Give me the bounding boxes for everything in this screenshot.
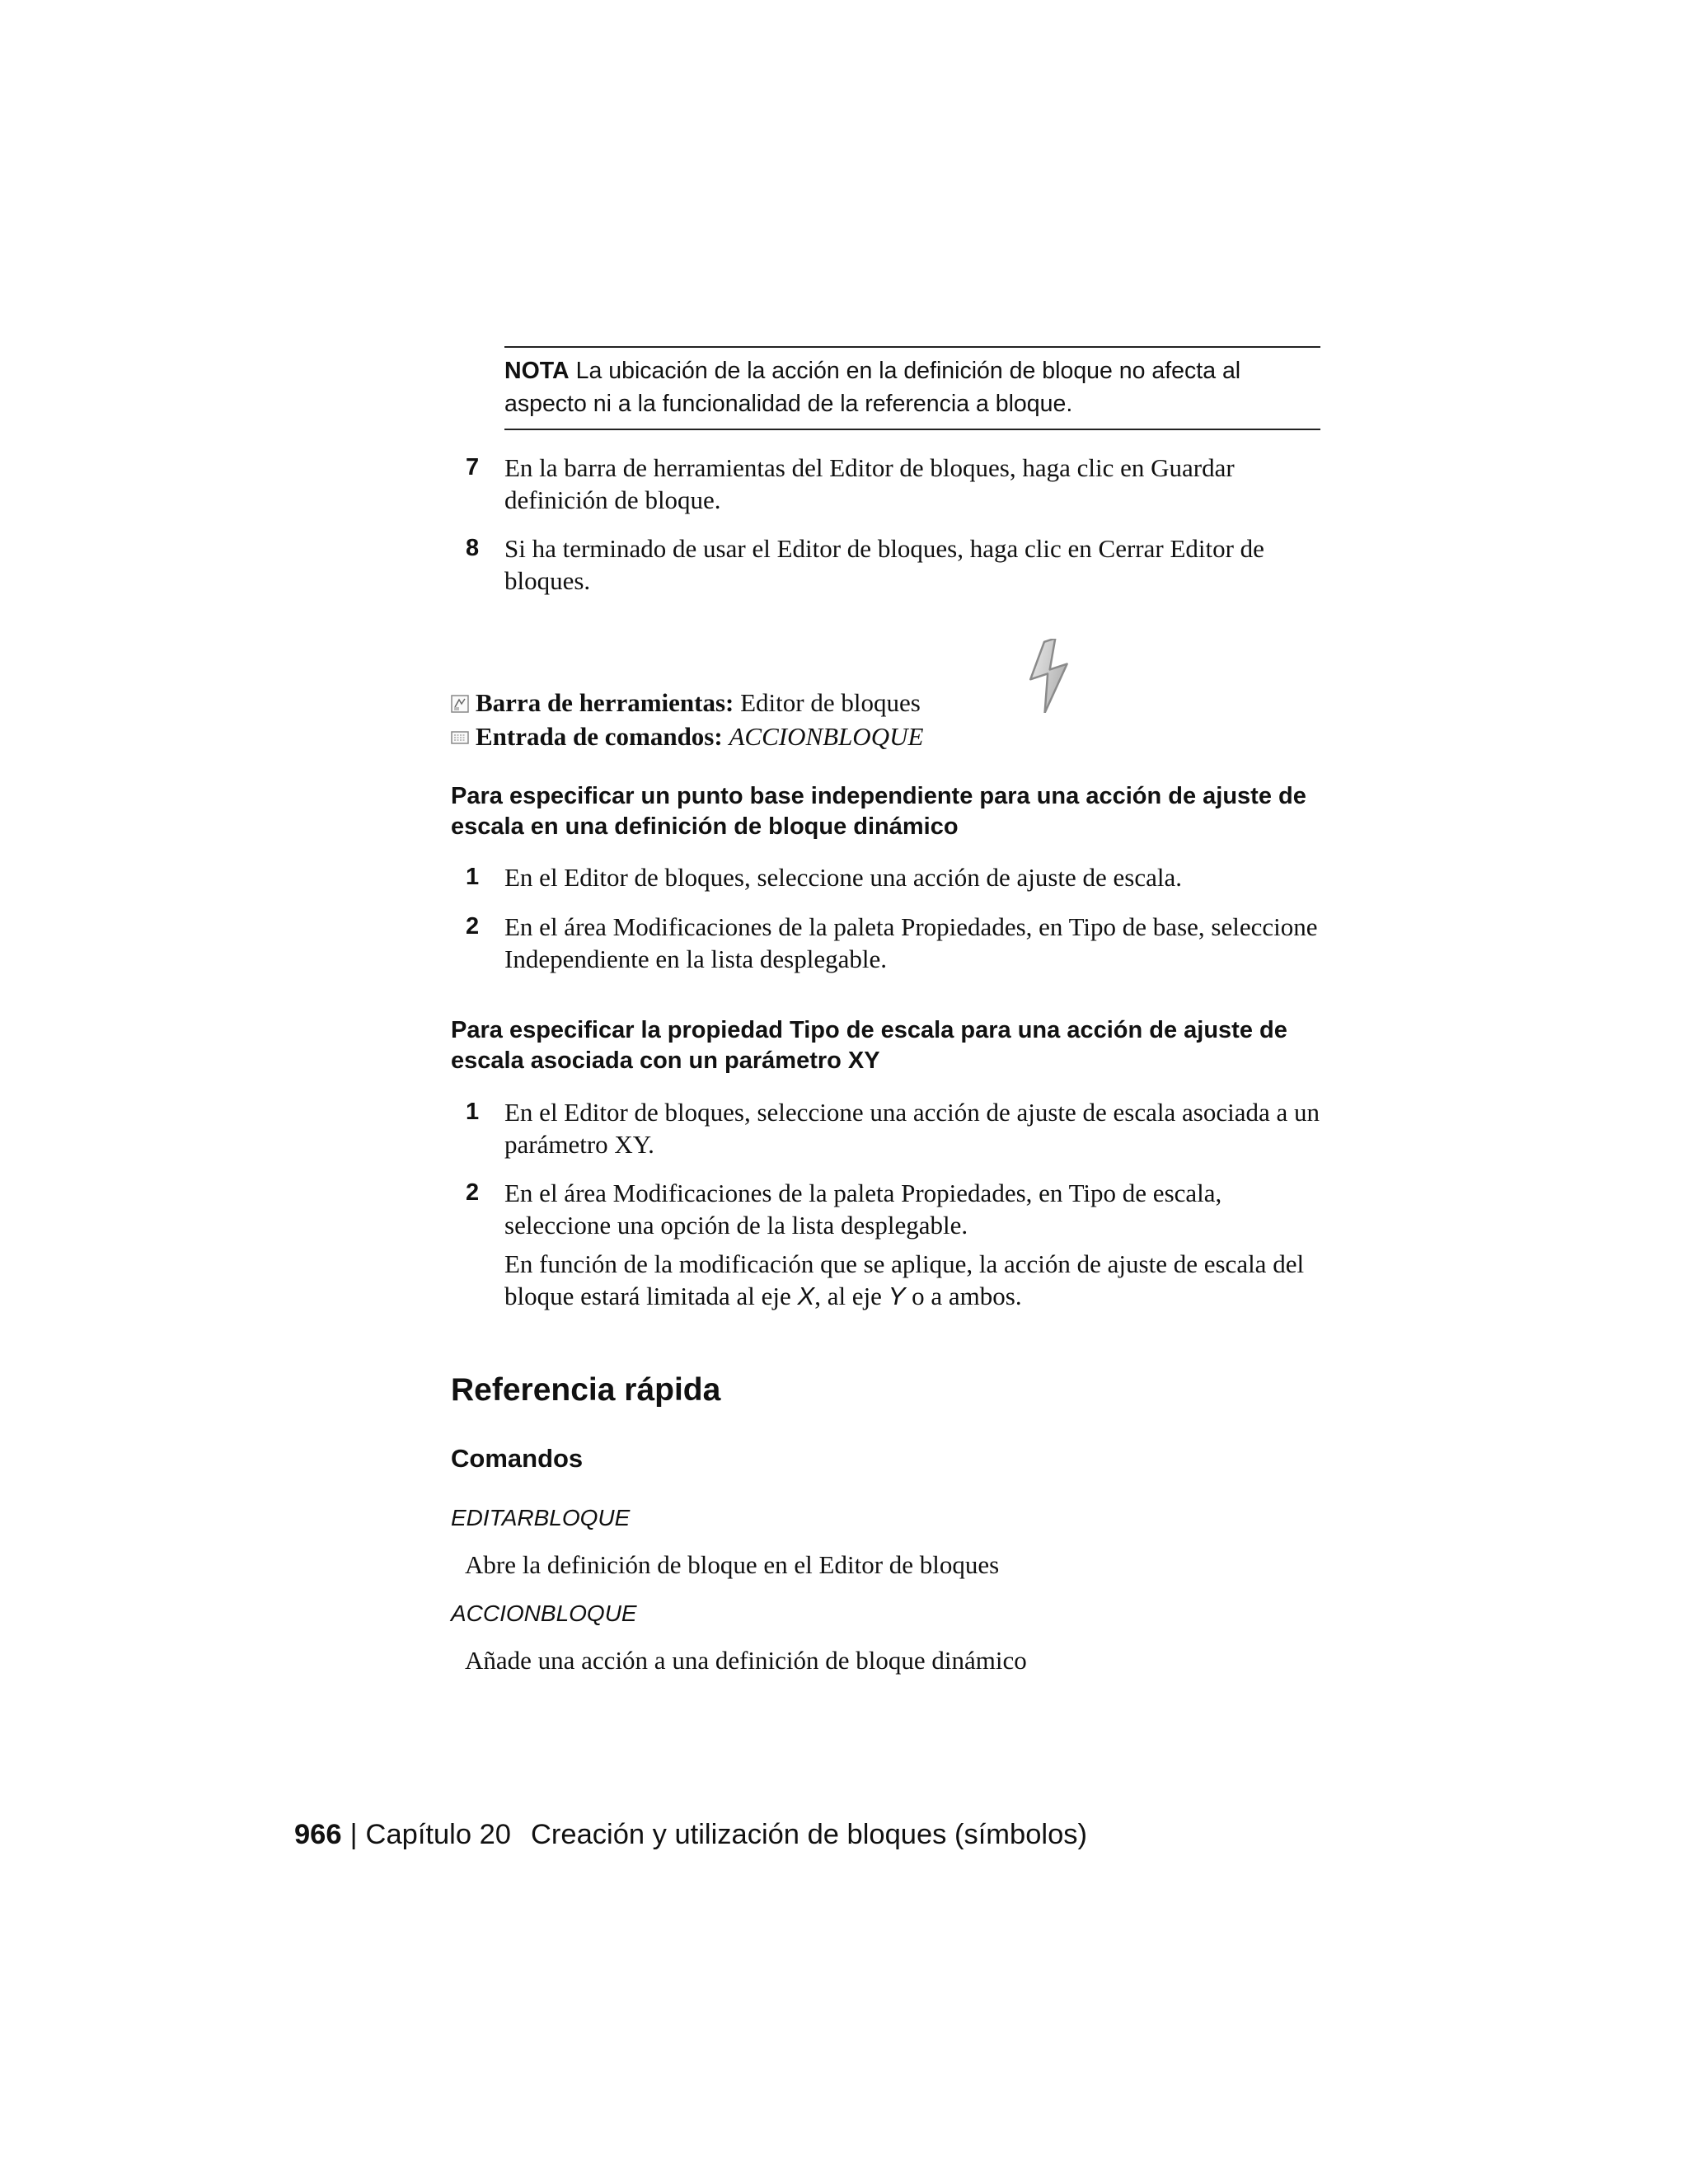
lightning-bolt-icon <box>1012 639 1086 713</box>
procedure-2-step-1 <box>457 1096 1323 1160</box>
command-name[interactable]: ACCIONBLOQUE <box>451 1601 637 1626</box>
toolbar-icon <box>451 695 469 713</box>
step-text: En el Editor de bloques, seleccione una acción de ajuste de escala. <box>504 863 1183 892</box>
step-number: 8 <box>466 535 480 561</box>
chapter-title: Creación y utilización de bloques (símbolos) <box>531 1819 1087 1850</box>
subsection-heading: Comandos <box>451 1444 584 1473</box>
toolbar-label: Barra de herramientas: <box>476 688 734 717</box>
footer-separator: | <box>349 1819 358 1850</box>
step-text: En la barra de herramientas del Editor de bloques, haga clic en Guardar definición de bloque. <box>504 453 1235 514</box>
command-description: Abre la definición de bloque en el Editor de bloques <box>465 1550 1000 1579</box>
axis-x: X <box>797 1282 815 1310</box>
procedure-1-title: Para especificar un punto base independiente para una acción de ajuste de escala en una definición de bloque dinámico <box>451 783 1306 840</box>
note-box <box>504 346 1320 430</box>
step-text: Si ha terminado de usar el Editor de bloques, haga clic en Cerrar Editor de bloques. <box>504 534 1264 595</box>
step-number: 1 <box>466 1099 480 1125</box>
step-text: En el área Modificaciones de la paleta Propiedades, en Tipo de base, seleccione Independiente en la lista desplegable. <box>504 912 1318 973</box>
step-note: En función de la modificación que se aplique, la acción de ajuste de escala del bloque estará limitada al eje X, al eje Y o a ambos. <box>504 1249 1305 1310</box>
procedure-1-step-1 <box>457 861 1323 893</box>
command-entry-reference <box>451 720 923 753</box>
note-text: La ubicación de la acción en la definición de bloque no afecta al aspecto ni a la funcionalidad de la referencia a bloque. <box>504 358 1241 417</box>
note-label: NOTA <box>504 358 570 384</box>
procedure-2-step-2 <box>457 1177 1323 1312</box>
step-number: 2 <box>466 1179 480 1206</box>
procedure-1-step-2 <box>457 911 1323 975</box>
procedure-2-title: Para especificar la propiedad Tipo de escala para una acción de ajuste de escala asociada con un parámetro XY <box>451 1017 1287 1074</box>
step-text: En el área Modificaciones de la paleta Propiedades, en Tipo de escala, seleccione una opción de la lista desplegable. <box>504 1179 1222 1240</box>
step-number: 2 <box>466 913 480 940</box>
axis-y: Y <box>888 1282 906 1310</box>
step-7 <box>457 452 1323 516</box>
keyboard-icon <box>451 729 469 747</box>
step-number: 7 <box>466 454 480 480</box>
command-name[interactable]: EDITARBLOQUE <box>451 1505 631 1530</box>
step-text: En el Editor de bloques, seleccione una acción de ajuste de escala asociada a un parámetro XY. <box>504 1098 1320 1159</box>
page-number: 966 <box>294 1819 342 1850</box>
toolbar-reference <box>451 687 921 719</box>
toolbar-value: Editor de bloques <box>740 688 921 717</box>
page-footer <box>294 1819 1087 1851</box>
section-heading: Referencia rápida <box>451 1372 721 1408</box>
command-label: Entrada de comandos: <box>476 722 723 751</box>
chapter-label: Capítulo 20 <box>365 1819 511 1850</box>
command-value: ACCIONBLOQUE <box>729 722 924 751</box>
command-description: Añade una acción a una definición de bloque dinámico <box>465 1646 1027 1675</box>
step-8 <box>457 532 1323 597</box>
step-number: 1 <box>466 864 480 890</box>
